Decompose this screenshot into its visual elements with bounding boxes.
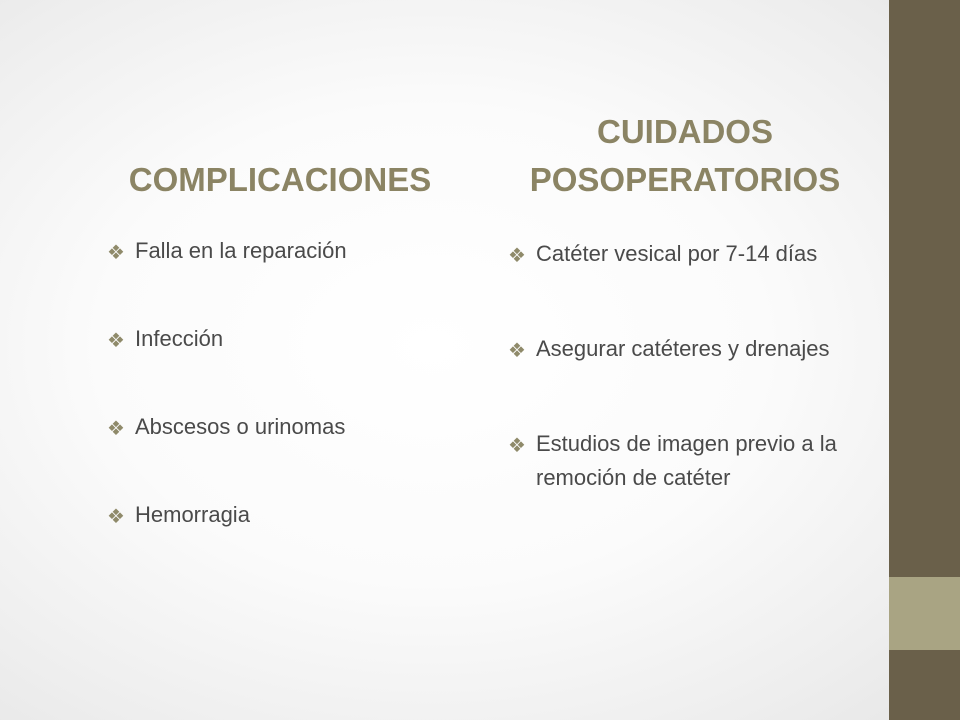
list-item-text: Infección [135,326,224,351]
postoperative-care-list [508,237,878,556]
list-item [107,410,447,444]
list-item [508,237,878,271]
diamond-bullet-icon: ❖ [107,240,125,264]
list-item [508,427,878,495]
diamond-bullet-icon: ❖ [508,433,526,457]
diamond-bullet-icon: ❖ [107,504,125,528]
list-item-text: Asegurar catéteres y drenajes [536,336,830,361]
diamond-bullet-icon: ❖ [107,416,125,440]
list-item-text: Estudios de imagen previo a la remoción de catéter [536,431,837,490]
complications-title: COMPLICACIONES [128,161,432,198]
sidebar-dark-band-top [889,0,960,577]
diamond-bullet-icon: ❖ [107,328,125,352]
sidebar-dark-band-bottom [889,650,960,720]
list-item-text: Catéter vesical por 7-14 días [536,241,818,266]
sidebar-light-band [889,577,960,650]
postoperative-care-title: CUIDADOS POSOPERATORIOS [529,113,841,198]
list-item [508,332,878,366]
list-item-text: Abscesos o urinomas [135,414,346,439]
list-item-text: Hemorragia [135,502,250,527]
decorative-sidebar [889,0,960,720]
list-item [107,234,447,268]
complications-list [107,234,447,586]
diamond-bullet-icon: ❖ [508,338,526,362]
list-item-text: Falla en la reparación [135,238,347,263]
diamond-bullet-icon: ❖ [508,243,526,267]
list-item [107,322,447,356]
list-item [107,498,447,532]
